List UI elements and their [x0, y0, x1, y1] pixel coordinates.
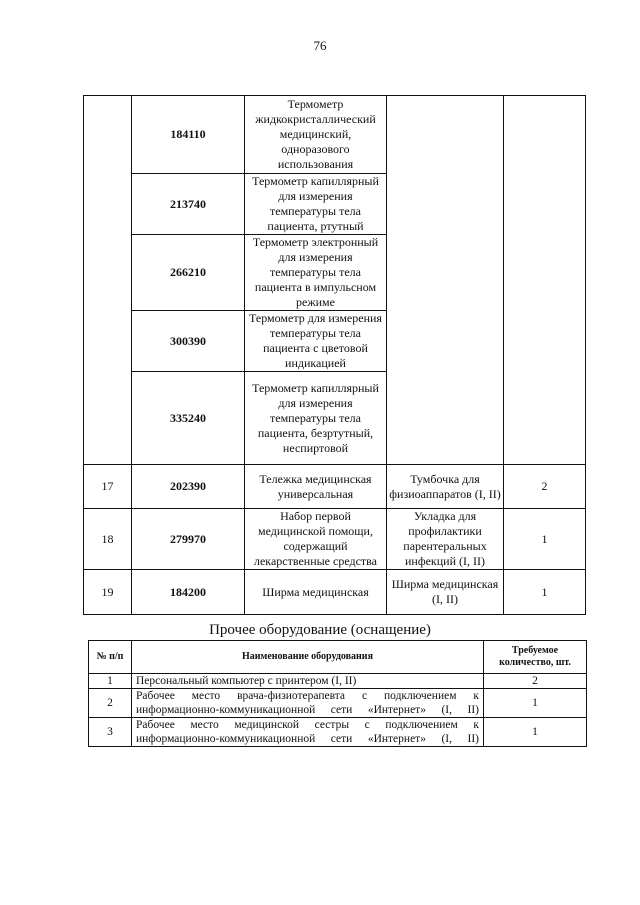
num-header: № п/п — [89, 641, 132, 674]
item-cell — [387, 96, 504, 465]
name-cell: Рабочее место медицинской сестры с подключением к информационно-коммуникационной сети «Интернет» (I, II) — [132, 718, 484, 747]
code-cell: 184200 — [132, 570, 245, 615]
row-number-cell: 17 — [84, 465, 132, 509]
row-number-cell — [84, 96, 132, 465]
equipment-table — [83, 95, 586, 615]
page-number: 76 — [313, 38, 327, 53]
name-cell: Термометр электронный для измерения температуры тела пациента в импульсном режиме — [245, 235, 387, 311]
name-cell: Набор первой медицинской помощи, содержащий лекарственные средства — [245, 509, 387, 570]
item-cell: Тумбочка для физиоаппаратов (I, II) — [387, 465, 504, 509]
section-title: Прочее оборудование (оснащение) — [209, 622, 431, 638]
qty-header: Требуемое количество, шт. — [484, 641, 587, 674]
name-cell: Термометр для измерения температуры тела пациента с цветовой индикацией — [245, 311, 387, 372]
table-row — [84, 96, 586, 174]
item-cell: Ширма медицинская (I, II) — [387, 570, 504, 615]
qty-cell — [504, 96, 586, 465]
row-number-cell: 18 — [84, 509, 132, 570]
qty-cell: 1 — [504, 570, 586, 615]
name-cell: Рабочее место врача-физиотерапевта с подключением к информационно-коммуникационной сети «Интернет» (I, II) — [132, 689, 484, 718]
row-number-cell: 3 — [89, 718, 132, 747]
qty-cell: 2 — [484, 674, 587, 689]
code-cell: 335240 — [132, 372, 245, 465]
code-cell: 300390 — [132, 311, 245, 372]
row-number-cell: 1 — [89, 674, 132, 689]
row-number-cell: 19 — [84, 570, 132, 615]
qty-cell: 1 — [504, 509, 586, 570]
name-cell: Ширма медицинская — [245, 570, 387, 615]
name-cell: Термометр жидкокристаллический медицинский, одноразового использования — [245, 96, 387, 174]
table-row — [89, 718, 587, 747]
code-cell: 279970 — [132, 509, 245, 570]
qty-cell: 2 — [504, 465, 586, 509]
name-cell: Термометр капиллярный для измерения температуры тела пациента, ртутный — [245, 174, 387, 235]
item-cell: Укладка для профилактики парентеральных инфекций (I, II) — [387, 509, 504, 570]
qty-cell: 1 — [484, 718, 587, 747]
name-cell: Персональный компьютер с принтером (I, II) — [132, 674, 484, 689]
row-number-cell: 2 — [89, 689, 132, 718]
code-cell: 213740 — [132, 174, 245, 235]
other-equipment-table — [88, 640, 587, 747]
name-header: Наименование оборудования — [132, 641, 484, 674]
code-cell: 184110 — [132, 96, 245, 174]
table-row — [89, 689, 587, 718]
code-cell: 266210 — [132, 235, 245, 311]
name-cell: Тележка медицинская универсальная — [245, 465, 387, 509]
table-row — [84, 570, 586, 615]
name-cell: Термометр капиллярный для измерения температуры тела пациента, безртутный, неспиртовой — [245, 372, 387, 465]
qty-cell: 1 — [484, 689, 587, 718]
table-row — [84, 465, 586, 509]
code-cell: 202390 — [132, 465, 245, 509]
table-row — [84, 509, 586, 570]
header-row — [89, 641, 587, 674]
table-row — [89, 674, 587, 689]
